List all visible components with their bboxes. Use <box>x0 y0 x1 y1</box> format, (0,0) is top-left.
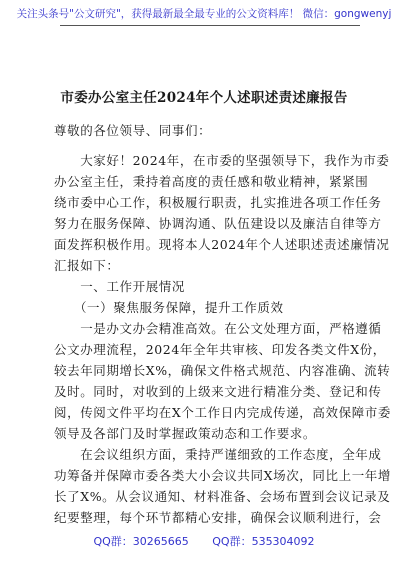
text-line: （一）聚焦服务保障，提升工作质效 <box>54 300 284 315</box>
text-line: 办公室主任，秉持着高度的责任感和敬业精神，紧紧围 <box>54 174 369 189</box>
text-line: 努力在服务保障、协调沟通、队伍建设以及廉洁自律等方 <box>54 216 382 231</box>
text-line: 及时。同时，对收到的上级来文进行精准分类、登记和传 <box>54 384 382 399</box>
text-line: 一是办文办会精准高效。在公文处理方面，严格遵循 <box>54 321 382 336</box>
text-line: 纪要整理，每个环节都精心安排，确保会议顺利进行，会 <box>54 510 382 525</box>
footer-qq-group-1: QQ群：30265665 <box>93 535 189 548</box>
text-line: 尊敬的各位领导、同事们： <box>54 123 212 138</box>
text-line: 大家好！2024年，在市委的坚强领导下，我作为市委 <box>54 153 390 168</box>
paragraph <box>54 444 391 528</box>
text-line: 阅，传阅文件平均在X个工作日内完成传递，高效保障市委 <box>54 405 391 420</box>
text-line: 面发挥积极作用。现将本人2024年个人述职述责述廉情况 <box>54 237 390 252</box>
footer <box>0 533 408 549</box>
text-line: 公文办理流程，2024年全年共审核、印发各类文件X份， <box>54 342 386 357</box>
document-title: 市委办公室主任2024年个人述职述责述廉报告 <box>60 90 348 106</box>
text-line: 绕市委中心工作，积极履行职责，扎实推进各项工作任务 <box>54 195 382 210</box>
text-line: 较去年同期增长X%，确保文件格式规范、内容准确、流转 <box>54 363 391 378</box>
text-line: 一、工作开展情况 <box>54 279 186 294</box>
header-banner: 关注头条号"公文研究"，获得最新最全最专业的公文资料库！ 微信：gongwenyj <box>16 8 392 20</box>
paragraph <box>54 150 390 276</box>
text-line: 功筹备并保障市委各类大小会议共同X场次，同比上一年增 <box>54 468 391 483</box>
footer-qq-group-2: QQ群：535304092 <box>212 535 315 548</box>
text-line: 在会议组织方面，秉持严谨细致的工作态度，全年成 <box>54 447 382 462</box>
text-line: 领导及各部门及时掌握政策动态和工作要求。 <box>54 426 317 441</box>
text-line: 长了X%。从会议通知、材料准备、会场布置到会议记录及 <box>54 489 391 504</box>
paragraph <box>54 297 358 318</box>
paragraph <box>54 120 358 141</box>
text-line: 汇报如下： <box>54 258 120 273</box>
paragraph <box>54 276 358 297</box>
paragraph <box>54 318 391 444</box>
document-body <box>54 120 391 528</box>
header-divider <box>60 25 360 26</box>
